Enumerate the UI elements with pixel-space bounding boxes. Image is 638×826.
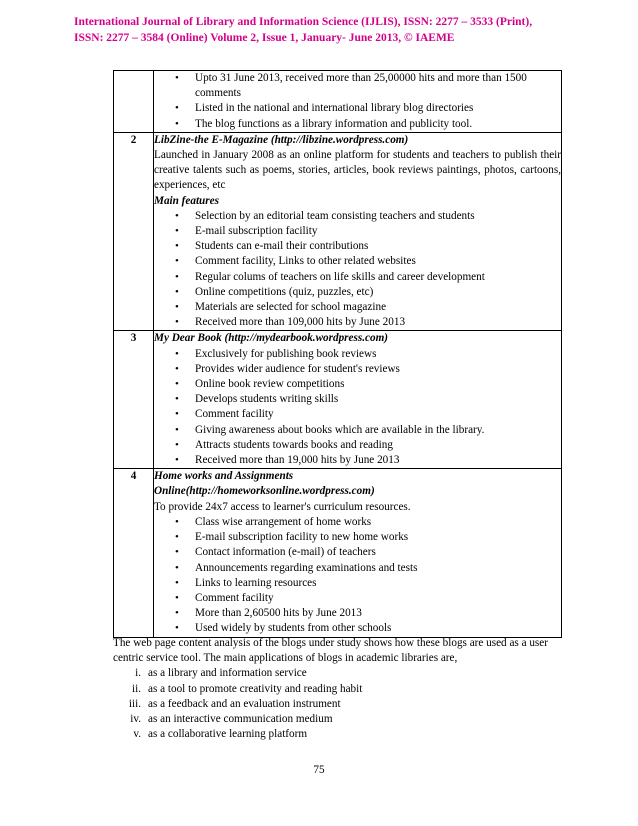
list-item: • Develops students writing skills [191,392,561,407]
roman-numeral: iii. [128,697,141,710]
analysis-section [113,636,573,742]
blog-title: My Dear Book (http://mydearbook.wordpress.com) [154,332,388,345]
list-item: • Announcements regarding examinations and tests [191,561,561,576]
feature-list [154,71,561,132]
application-text: as a library and information service [148,667,307,680]
application-text: as a tool to promote creativity and reading habit [148,682,363,695]
roman-numeral: i. [135,667,141,680]
row-content [154,469,562,637]
row-number [114,71,154,133]
table-row [114,331,562,469]
list-item: • Provides wider audience for student's reviews [191,362,561,377]
list-item: • Exclusively for publishing book reviews [191,347,561,362]
list-item: • Students can e-mail their contributions [191,239,561,254]
blog-description: Launched in January 2008 as an online platform for students and teachers to publish their creative talents such as poems, stories, articles, book reviews paintings, photos, cartoons, experiences, etc [154,149,561,192]
blogs-table-body [114,71,562,638]
list-item [113,712,573,727]
blog-title-continued: Online(http://homeworksonline.wordpress.com) [154,485,375,498]
header-line-1: International Journal of Library and Information Science (IJLIS), ISSN: 2277 – 3533 (Print), [74,16,533,28]
list-item: • E-mail subscription facility to new home works [191,530,561,545]
row-number: 2 [114,132,154,331]
list-item: • Materials are selected for school magazine [191,300,561,315]
feature-list [154,515,561,637]
application-text: as a collaborative learning platform [148,728,308,741]
blog-title: Home works and Assignments [154,470,294,483]
list-item: • Comment facility [191,407,561,422]
row-content [154,331,562,469]
feature-list [154,209,561,331]
features-heading: Main features [154,194,219,207]
list-item [113,697,573,712]
row-number: 3 [114,331,154,469]
list-item: • Online book review competitions [191,377,561,392]
list-item: • Attracts students towards books and reading [191,438,561,453]
list-item [113,666,573,681]
list-item: • Contact information (e-mail) of teachers [191,545,561,560]
list-item: • Received more than 109,000 hits by June 2013 [191,315,561,330]
roman-numeral: v. [133,728,141,741]
application-text: as a feedback and an evaluation instrument [148,697,341,710]
row-number: 4 [114,469,154,637]
list-item [113,682,573,697]
journal-header [74,14,574,46]
blogs-table [113,70,562,638]
roman-numeral: iv. [130,713,141,726]
header-line-2: ISSN: 2277 – 3584 (Online) Volume 2, Issue 1, January- June 2013, © IAEME [74,32,455,44]
row-content [154,132,562,331]
applications-list [113,666,573,742]
list-item: • Links to learning resources [191,576,561,591]
list-item: • Comment facility, Links to other related websites [191,254,561,269]
list-item: • Listed in the national and international library blog directories [191,101,561,116]
page-number: 75 [313,764,325,776]
list-item: • E-mail subscription facility [191,224,561,239]
list-item: • Upto 31 June 2013, received more than 25,00000 hits and more than 1500 comments [191,71,561,101]
analysis-paragraph: The web page content analysis of the blogs under study shows how these blogs are used as a user centric service tool. The main applications of blogs in academic libraries are, [113,637,548,665]
list-item: • Giving awareness about books which are available in the library. [191,423,561,438]
list-item: • Comment facility [191,591,561,606]
list-item: • Online competitions (quiz, puzzles, etc) [191,285,561,300]
blog-description: To provide 24x7 access to learner's curriculum resources. [154,500,411,513]
list-item: • Selection by an editorial team consisting teachers and students [191,209,561,224]
table-row [114,71,562,133]
feature-list [154,347,561,469]
table-row [114,469,562,637]
list-item: • Regular colums of teachers on life skills and career development [191,270,561,285]
application-text: as an interactive communication medium [148,713,333,726]
roman-numeral: ii. [131,682,141,695]
list-item: • More than 2,60500 hits by June 2013 [191,606,561,621]
blog-title: LibZine-the E-Magazine (http://libzine.wordpress.com) [154,133,409,146]
row-content [154,71,562,133]
list-item: • Class wise arrangement of home works [191,515,561,530]
list-item: • The blog functions as a library information and publicity tool. [191,117,561,132]
list-item: • Used widely by students from other schools [191,621,561,636]
table-row [114,132,562,331]
list-item: • Received more than 19,000 hits by June 2013 [191,453,561,468]
list-item [113,727,573,742]
